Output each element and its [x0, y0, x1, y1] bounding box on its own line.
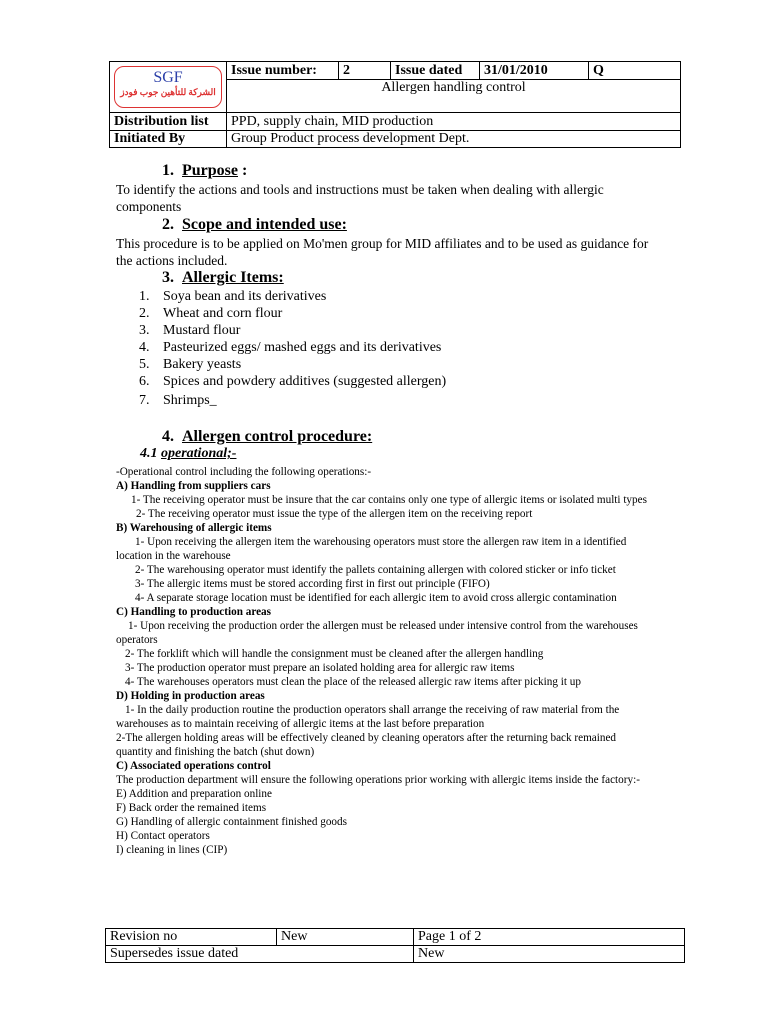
associated-op-i: I) cleaning in lines (CIP): [116, 844, 228, 856]
section-c-item-1: 1- Upon receiving the production order the allergen must be released under intensive control from the warehouses: [128, 620, 638, 632]
company-logo: [114, 66, 222, 108]
initiated-value: Group Product process development Dept.: [227, 131, 681, 148]
section-c-title: C) Handling to production areas: [116, 606, 271, 618]
issue-number-label: Issue number:: [227, 62, 339, 80]
list-item: 5. Bakery yeasts: [139, 357, 242, 372]
header-table: [109, 61, 681, 148]
document-title: Allergen handling control: [227, 80, 681, 113]
revision-value: New: [277, 929, 414, 946]
section-d-item-2: 2-The allergen holding areas will be effectively cleaned by cleaning operators after the returning back remained: [116, 732, 617, 744]
section-d-item-1-cont: warehouses as to maintain receiving of allergic items at the last before preparation: [116, 718, 485, 730]
issue-number-value: 2: [339, 62, 391, 80]
supersedes-value: New: [414, 946, 685, 963]
operational-subheading: 4.1 operational;-: [140, 446, 237, 461]
list-item: 6. Spices and powdery additives (suggested allergen): [139, 374, 447, 389]
logo-text: SGF: [153, 69, 183, 86]
list-item: 2. Wheat and corn flour: [139, 306, 283, 321]
list-item: 1. Soya bean and its derivatives: [139, 289, 327, 304]
footer-table: [105, 928, 685, 963]
list-item: 4. Pasteurized eggs/ mashed eggs and its derivatives: [139, 340, 442, 355]
section-a-title: A) Handling from suppliers cars: [116, 480, 271, 492]
section-b-title: B) Warehousing of allergic items: [116, 522, 272, 534]
associated-op-f: F) Back order the remained items: [116, 802, 267, 814]
allergic-items-heading: 3. Allergic Items:: [162, 269, 284, 286]
list-item: 3. Mustard flour: [139, 323, 241, 338]
list-item: 7. Shrimps_: [139, 393, 217, 408]
procedure-body: [116, 465, 736, 857]
section-b-item-2: 2- The warehousing operator must identify the pallets containing allergen with colored sticker or info ticket: [135, 564, 616, 576]
logo-subtext: الشركة للتأهين جوب فودز: [120, 87, 216, 97]
purpose-heading: 1. Purpose :: [162, 162, 248, 179]
revision-label: Revision no: [106, 929, 277, 946]
section-d-item-2-cont: quantity and finishing the batch (shut down): [116, 746, 315, 758]
scope-heading: 2. Scope and intended use:: [162, 216, 347, 233]
section-c-item-4: 4- The warehouses operators must clean the place of the released allergic raw items after picking it up: [125, 676, 581, 688]
procedure-heading: 4. Allergen control procedure:: [162, 428, 373, 445]
section-d-title: D) Holding in production areas: [116, 690, 265, 702]
distribution-label: Distribution list: [110, 113, 227, 131]
page-number: Page 1 of 2: [414, 929, 685, 946]
scope-text: This procedure is to be applied on Mo'men group for MID affiliates and to be used as guidance for the actions included.: [116, 236, 649, 268]
section-d-item-1: 1- In the daily production routine the production operators shall arrange the receiving of raw material from the: [125, 704, 620, 716]
section-b-item-3: 3- The allergic items must be stored according first in first out principle (FIFO): [135, 578, 490, 590]
section-a-item-2: 2- The receiving operator must issue the type of the allergen item on the receiving report: [136, 508, 533, 520]
procedure-intro: -Operational control including the following operations:-: [116, 466, 372, 478]
allergic-items-list: [139, 288, 446, 409]
issue-dated-label: Issue dated: [391, 62, 480, 80]
associated-op-e: E) Addition and preparation online: [116, 788, 272, 800]
section-c-item-3: 3- The production operator must prepare an isolated holding area for allergic raw items: [125, 662, 515, 674]
initiated-label: Initiated By: [110, 131, 227, 148]
distribution-value: PPD, supply chain, MID production: [227, 113, 681, 131]
section-b-item-1: 1- Upon receiving the allergen item the warehousing operators must store the allergen raw item in a identified: [135, 536, 627, 548]
associated-ops-title: C) Associated operations control: [116, 760, 271, 772]
section-a-item-1: 1- The receiving operator must be insure that the car contains only one type of allergic items or isolated multi types: [131, 494, 647, 506]
logo-cell: [110, 62, 227, 113]
issue-dated-value: 31/01/2010: [480, 62, 589, 80]
section-c-item-2: 2- The forklift which will handle the consignment must be cleaned after the allergen handling: [125, 648, 544, 660]
supersedes-label: Supersedes issue dated: [106, 946, 414, 963]
q-label: Q: [589, 62, 681, 80]
section-b-item-4: 4- A separate storage location must be identified for each allergic item to avoid cross allergic contamination: [135, 592, 617, 604]
purpose-text: To identify the actions and tools and instructions must be taken when dealing with allergic components: [116, 182, 604, 214]
section-c-item-1-cont: operators: [116, 634, 158, 646]
associated-ops-intro: The production department will ensure the following operations prior working with allergic items inside the factory:-: [116, 774, 640, 786]
associated-op-g: G) Handling of allergic containment finished goods: [116, 816, 347, 828]
associated-op-h: H) Contact operators: [116, 830, 210, 842]
section-b-item-1-cont: location in the warehouse: [116, 550, 231, 562]
